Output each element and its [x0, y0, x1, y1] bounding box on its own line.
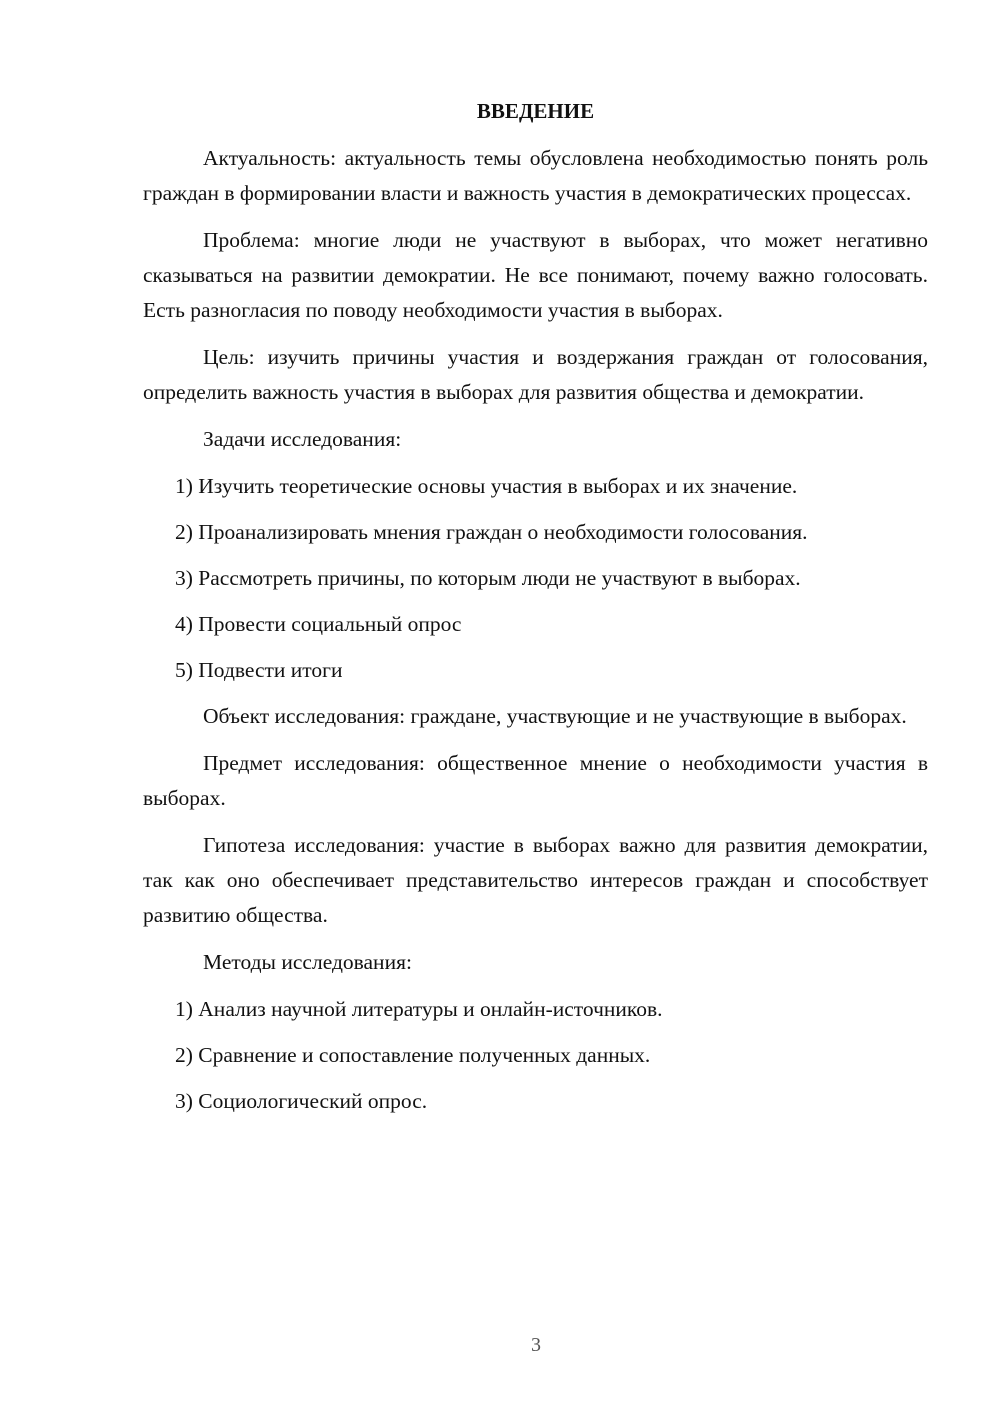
tasks-heading: Задачи исследования: — [203, 427, 402, 451]
goal-paragraph: Цель: изучить причины участия и воздержания граждан от голосования, определить важность участия в выборах для развития общества и демократии. — [143, 345, 928, 404]
relevance-paragraph: Актуальность: актуальность темы обусловлена необходимостью понять роль граждан в формировании власти и важность участия в демократических процессах. — [143, 146, 928, 205]
problem-paragraph: Проблема: многие люди не участвуют в выборах, что может негативно сказываться на развитии демократии. Не все понимают, почему важно голосовать. Есть разногласия по поводу необходимости участия в выборах. — [143, 228, 928, 322]
hypothesis-paragraph: Гипотеза исследования: участие в выборах важно для развития демократии, так как оно обеспечивает представительство интересов граждан и способствует развитию общества. — [143, 833, 928, 927]
task-item: 4) Провести социальный опрос — [175, 612, 462, 636]
method-item: 2) Сравнение и сопоставление полученных данных. — [175, 1043, 651, 1067]
method-item: 1) Анализ научной литературы и онлайн-источников. — [175, 997, 663, 1021]
object-paragraph: Объект исследования: граждане, участвующие и не участвующие в выборах. — [203, 704, 907, 728]
page-number: 3 — [531, 1334, 541, 1356]
section-title: ВВЕДЕНИЕ — [476, 99, 595, 123]
method-item: 3) Социологический опрос. — [175, 1089, 428, 1113]
task-item: 2) Проанализировать мнения граждан о необходимости голосования. — [175, 520, 808, 544]
page-content — [143, 94, 928, 1130]
methods-heading: Методы исследования: — [203, 950, 412, 974]
task-item: 3) Рассмотреть причины, по которым люди не участвуют в выборах. — [175, 566, 801, 590]
tasks-list — [143, 469, 928, 688]
task-item: 5) Подвести итоги — [175, 658, 343, 682]
subject-paragraph: Предмет исследования: общественное мнение о необходимости участия в выборах. — [143, 751, 928, 810]
methods-list — [143, 992, 928, 1119]
task-item: 1) Изучить теоретические основы участия в выборах и их значение. — [175, 474, 798, 498]
